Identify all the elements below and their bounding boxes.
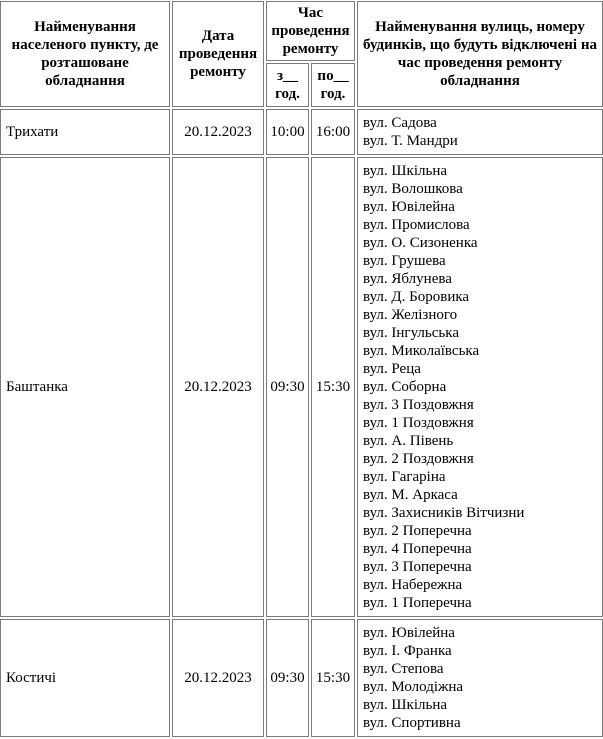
settlement-name: Баштанка [0,157,170,617]
time-from: 09:30 [266,157,309,617]
header-time: Час проведення ремонту [266,1,355,61]
time-from: 10:00 [266,109,309,155]
time-from: 09:30 [266,619,309,737]
table-row [0,619,603,737]
street-name: вул. Гагаріна [363,469,446,485]
street-name: вул. І. Франка [363,643,452,659]
time-to: 15:30 [311,157,355,617]
street-name: вул. А. Півень [363,433,454,449]
header-streets: Найменування вулиць, номеру будинків, що будуть відключені на час проведення ремонту обладнання [357,1,603,107]
header-settlement: Найменування населеного пункту, де розташоване обладнання [0,1,170,107]
street-name: вул. 1 Поздовжня [363,415,474,431]
street-name: вул. Соборна [363,379,447,395]
street-name: вул. Т. Мандри [363,133,458,149]
table-row [0,109,603,155]
street-name: вул. Яблунева [363,271,452,287]
header-time-to: по__ год. [311,63,355,107]
street-name: вул. Шкільна [363,163,448,179]
settlement-name: Костичі [0,619,170,737]
street-name: вул. Інгульська [363,325,459,341]
street-name: вул. Степова [363,661,444,677]
street-name: вул. 2 Поперечна [363,523,472,539]
header-date: Дата проведення ремонту [172,1,264,107]
street-name: вул. Миколаївська [363,343,480,359]
time-to: 16:00 [311,109,355,155]
street-name: вул. Д. Боровика [363,289,470,305]
street-name: вул. Ювілейна [363,199,455,215]
settlement-name: Трихати [0,109,170,155]
table-row [0,157,603,617]
street-list [357,157,603,617]
street-name: вул. Садова [363,115,437,131]
street-name: вул. Грушева [363,253,446,269]
repair-date: 20.12.2023 [172,109,264,155]
street-name: вул. О. Сизоненка [363,235,478,251]
street-name: вул. 2 Поздовжня [363,451,474,467]
street-list [357,109,603,155]
repair-date: 20.12.2023 [172,619,264,737]
street-name: вул. М. Аркаса [363,487,458,503]
header-time-from: з__ год. [266,63,309,107]
time-to: 15:30 [311,619,355,737]
street-name: вул. 4 Поперечна [363,541,472,557]
street-name: вул. 3 Поперечна [363,559,472,575]
street-name: вул. Промислова [363,217,470,233]
street-name: вул. Захисників Вітчизни [363,505,525,521]
street-name: вул. Реца [363,361,421,377]
street-name: вул. Шкільна [363,697,448,713]
street-name: вул. Волошкова [363,181,463,197]
street-list [357,619,603,737]
street-name: вул. Спортивна [363,715,461,731]
repair-date: 20.12.2023 [172,157,264,617]
street-name: вул. 1 Поперечна [363,595,472,611]
street-name: вул. Желізного [363,307,458,323]
street-name: вул. Ювілейна [363,625,455,641]
street-name: вул. 3 Поздовжня [363,397,474,413]
street-name: вул. Набережна [363,577,463,593]
street-name: вул. Молодіжна [363,679,464,695]
